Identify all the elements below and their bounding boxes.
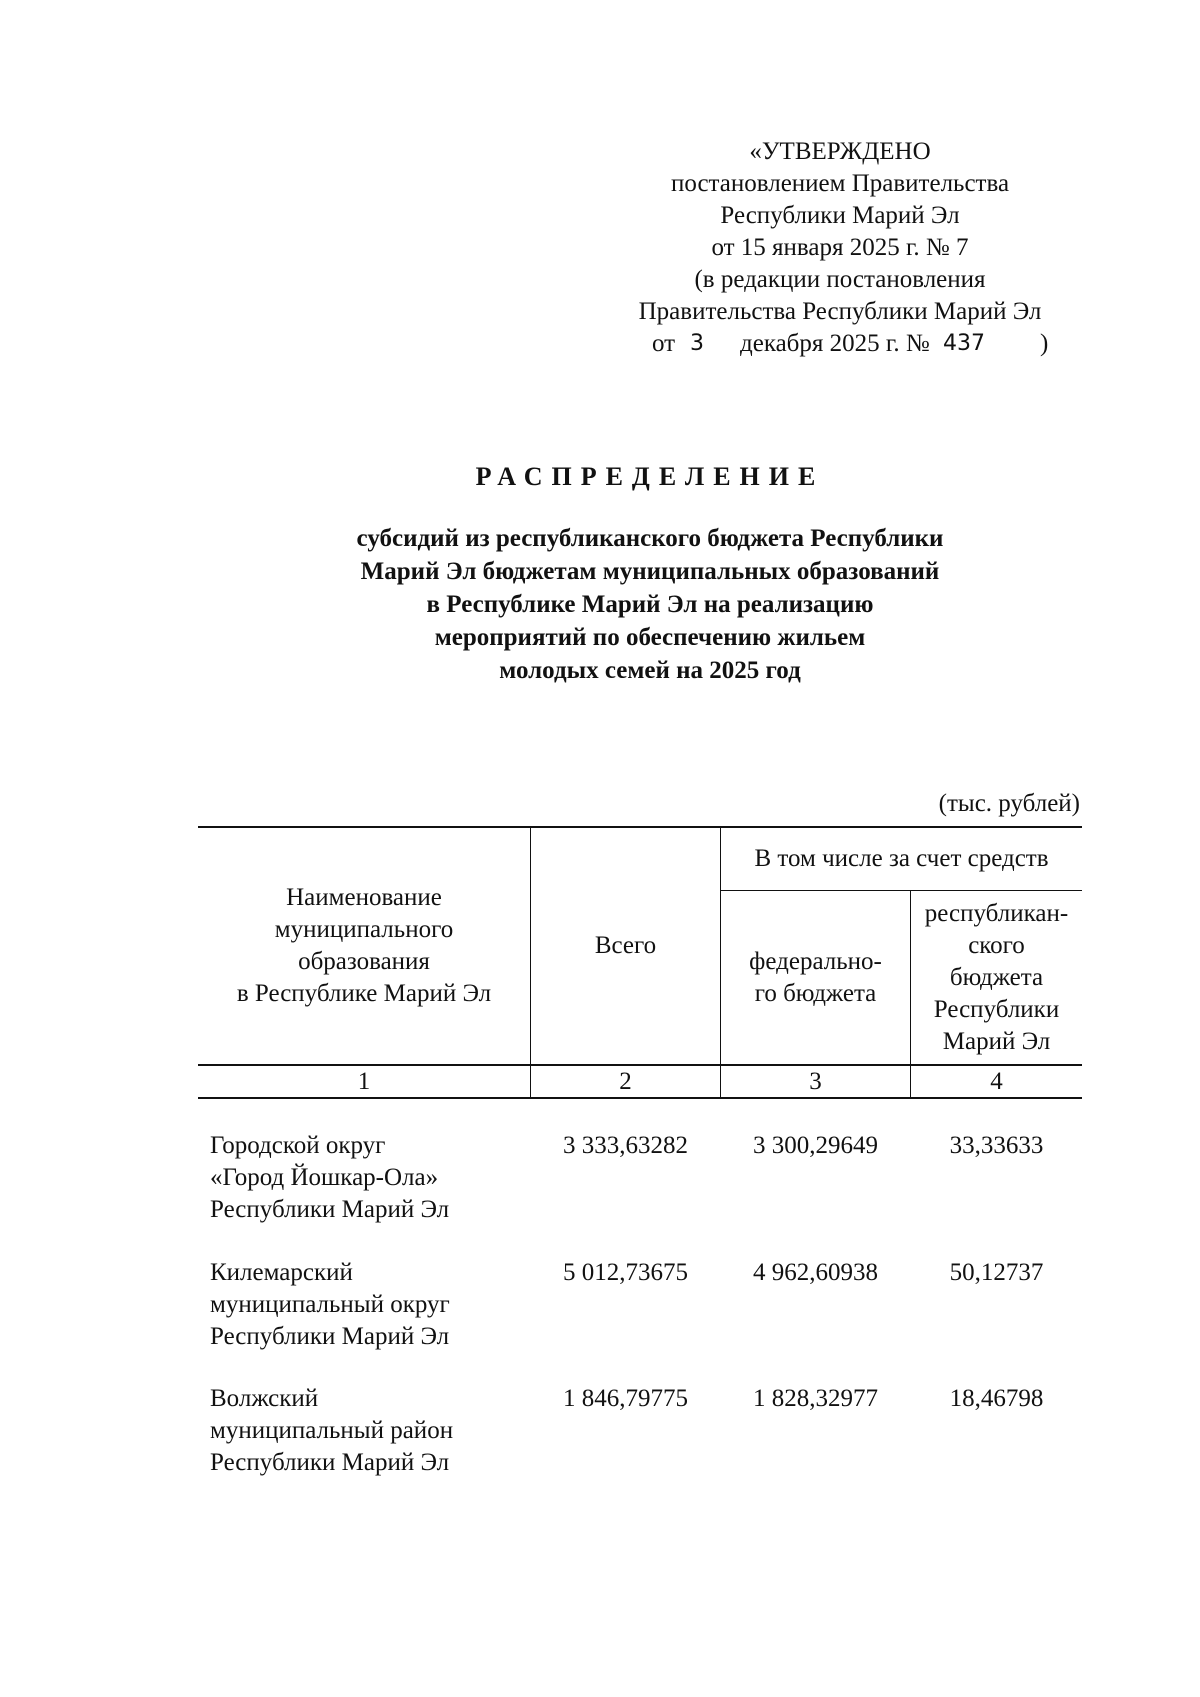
header-text: го бюджета — [754, 979, 877, 1007]
row-name — [210, 1257, 450, 1353]
edit-date-line — [590, 328, 1090, 360]
row-name-line: Республики Марий Эл — [210, 1323, 450, 1350]
row-name-line: Республики Марий Эл — [210, 1449, 450, 1476]
header-text: Всего — [594, 932, 657, 959]
row-name-line: муниципальный округ — [210, 1291, 450, 1318]
subtitle-line: в Республике Марий Эл на реализацию — [426, 591, 874, 618]
row-total: 5 012,73675 — [563, 1259, 688, 1286]
approval-line: Республики Марий Эл — [720, 202, 960, 229]
header-text: федерально- — [749, 947, 882, 975]
column-number-text: 3 — [809, 1067, 822, 1095]
header-text: бюджета — [949, 963, 1044, 991]
row-name-line: Килемарский — [210, 1259, 353, 1286]
approval-line: (в редакции постановления — [694, 266, 986, 293]
subtitle-line: мероприятий по обеспечению жильем — [434, 624, 866, 651]
approval-line: «УТВЕРЖДЕНО — [749, 138, 931, 165]
header-text: ского — [968, 931, 1025, 959]
approval-line: постановлением Правительства — [670, 170, 1010, 197]
edit-prefix: от — [652, 330, 676, 357]
header-text: в Республике Марий Эл — [236, 980, 492, 1007]
approval-line: Правительства Республики Марий Эл — [638, 298, 1042, 325]
row-republic: 18,46798 — [949, 1385, 1044, 1412]
document-title: РАСПРЕДЕЛЕНИЕ — [475, 462, 825, 491]
row-republic: 50,12737 — [949, 1259, 1044, 1286]
row-federal: 1 828,32977 — [753, 1385, 878, 1412]
header-name-column — [198, 828, 530, 1064]
column-number — [911, 1066, 1082, 1097]
header-group — [721, 828, 1082, 890]
subtitle-line: субсидий из республиканского бюджета Республики — [356, 525, 944, 552]
approval-stamp — [590, 136, 1090, 360]
row-name-line: Волжский — [210, 1385, 319, 1412]
row-total: 1 846,79775 — [563, 1385, 688, 1412]
edit-number: 437 — [943, 331, 985, 356]
column-number — [721, 1066, 910, 1097]
column-number-text: 1 — [357, 1067, 371, 1095]
header-text: Республики — [933, 995, 1060, 1023]
row-republic: 33,33633 — [949, 1132, 1044, 1159]
header-text: В том числе за счет средств — [754, 845, 1049, 872]
edit-day: 3 — [690, 331, 704, 356]
row-name — [210, 1130, 449, 1226]
subtitle-line: молодых семей на 2025 год — [499, 657, 801, 684]
edit-close: ) — [1040, 330, 1049, 357]
table-header — [198, 826, 1082, 1096]
header-text: республикан- — [924, 899, 1069, 927]
header-republic-column — [911, 891, 1082, 1064]
row-name-line: муниципальный район — [210, 1417, 454, 1444]
edit-date: декабря 2025 г. № — [740, 330, 930, 357]
header-text: Марий Эл — [942, 1027, 1051, 1055]
header-text: образования — [298, 948, 430, 975]
document-subtitle — [250, 522, 1050, 687]
row-name-line: «Город Йошкар-Ола» — [210, 1164, 439, 1191]
header-text: Наименование — [286, 884, 442, 911]
header-federal-column — [721, 891, 910, 1064]
column-number-text: 2 — [619, 1067, 632, 1095]
approval-line: от 15 января 2025 г. № 7 — [711, 234, 969, 261]
subtitle-line: Марий Эл бюджетам муниципальных образований — [360, 558, 940, 585]
unit-label: (тыс. рублей) — [938, 790, 1080, 817]
row-name-line: Республики Марий Эл — [210, 1196, 450, 1223]
header-text: муниципального — [274, 916, 454, 943]
row-federal: 4 962,60938 — [753, 1259, 878, 1286]
column-number-text: 4 — [990, 1067, 1003, 1095]
column-number — [198, 1066, 530, 1097]
row-name — [210, 1383, 453, 1479]
row-name-line: Городской округ — [210, 1132, 386, 1159]
column-number — [531, 1066, 720, 1097]
row-federal: 3 300,29649 — [753, 1132, 878, 1159]
row-total: 3 333,63282 — [563, 1132, 688, 1159]
header-total-column — [531, 828, 720, 1064]
